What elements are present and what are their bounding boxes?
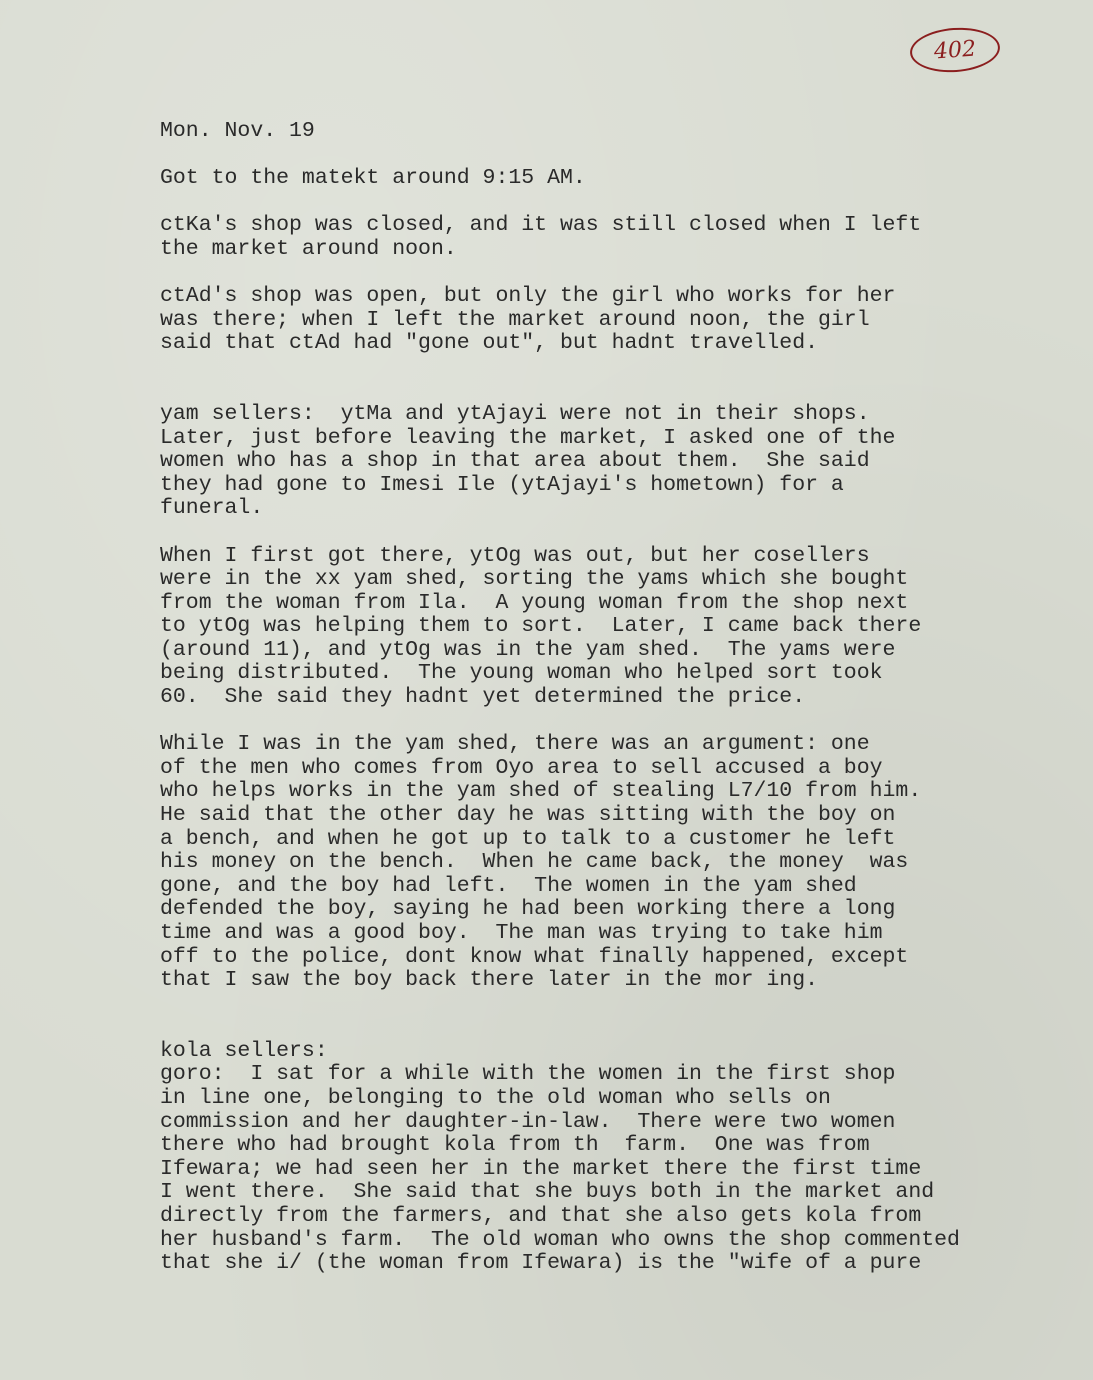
text-line: her husband's farm. The old woman who owns the shop commented	[160, 1227, 960, 1252]
text-line: of the men who comes from Oyo area to sell accused a boy	[160, 755, 883, 780]
text-line: gone, and the boy had left. The women in the yam shed	[160, 873, 857, 898]
text-line: ctAd's shop was open, but only the girl who works for her	[160, 284, 896, 309]
text-line: the market around noon.	[160, 236, 457, 261]
text-line: goro: I sat for a while with the women in the first shop	[160, 1062, 896, 1087]
text-line: that I saw the boy back there later in the mor ing.	[160, 968, 819, 993]
text-line: that she i/ (the woman from Ifewara) is the "wife of a pure	[160, 1251, 922, 1276]
text-line: was there; when I left the market around noon, the girl	[160, 307, 870, 332]
text-line: women who has a shop in that area about them. She said	[160, 449, 870, 474]
paragraph-arrival	[160, 167, 1060, 191]
text-line: Got to the matekt around 9:15 AM.	[160, 166, 586, 191]
typed-document	[160, 120, 1060, 1276]
text-line: (around 11), and ytOg was in the yam shed. The yams were	[160, 637, 896, 662]
text-line: When I first got there, ytOg was out, but her cosellers	[160, 543, 870, 568]
paragraph-kola-sellers	[160, 1040, 1060, 1276]
text-line: directly from the farmers, and that she also gets kola from	[160, 1203, 922, 1228]
text-line: Mon. Nov. 19	[160, 119, 315, 143]
text-line: were in the xx yam shed, sorting the yams which she bought	[160, 567, 909, 592]
text-line: to ytOg was helping them to sort. Later, I came back there	[160, 614, 922, 639]
text-line: off to the police, dont know what finally happened, except	[160, 944, 909, 969]
text-line: said that ctAd had "gone out", but hadnt travelled.	[160, 331, 819, 356]
text-line: I went there. She said that she buys both in the market and	[160, 1180, 935, 1205]
text-line: in line one, belonging to the old woman who sells on	[160, 1085, 831, 1110]
text-line: a bench, and when he got up to talk to a customer he left	[160, 826, 896, 851]
text-line: Later, just before leaving the market, I asked one of the	[160, 425, 896, 450]
text-line: He said that the other day he was sitting with the boy on	[160, 803, 896, 828]
text-line: 60. She said they hadnt yet determined the price.	[160, 685, 806, 710]
text-line: Ifewara; we had seen her in the market there the first time	[160, 1156, 922, 1181]
text-line: being distributed. The young woman who helped sort took	[160, 661, 883, 686]
text-line: who helps works in the yam shed of stealing L7/10 from him.	[160, 779, 922, 804]
paragraph-date	[160, 120, 1060, 144]
text-line: from the woman from Ila. A young woman from the shop next	[160, 590, 909, 615]
paragraph-ctka-shop	[160, 214, 1060, 261]
paragraph-ytog	[160, 545, 1060, 710]
text-line: kola sellers:	[160, 1038, 328, 1063]
text-line: yam sellers: ytMa and ytAjayi were not in their shops.	[160, 401, 870, 426]
text-line: While I was in the yam shed, there was an argument: one	[160, 732, 870, 757]
text-line: funeral.	[160, 496, 264, 521]
text-line: time and was a good boy. The man was trying to take him	[160, 921, 883, 945]
paragraph-argument	[160, 733, 1060, 993]
paragraph-yam-sellers	[160, 403, 1060, 521]
text-line: they had gone to Imesi Ile (ytAjayi's hometown) for a	[160, 472, 844, 497]
paragraph-ctad-shop	[160, 285, 1060, 356]
text-line: defended the boy, saying he had been working there a long	[160, 897, 896, 922]
text-line: his money on the bench. When he came back, the money was	[160, 850, 909, 875]
text-line: there who had brought kola from th farm. One was from	[160, 1133, 870, 1158]
text-line: ctKa's shop was closed, and it was still closed when I left	[160, 213, 922, 238]
page-number: 402	[909, 25, 1002, 75]
text-line: commission and her daughter-in-law. There were two women	[160, 1109, 896, 1134]
